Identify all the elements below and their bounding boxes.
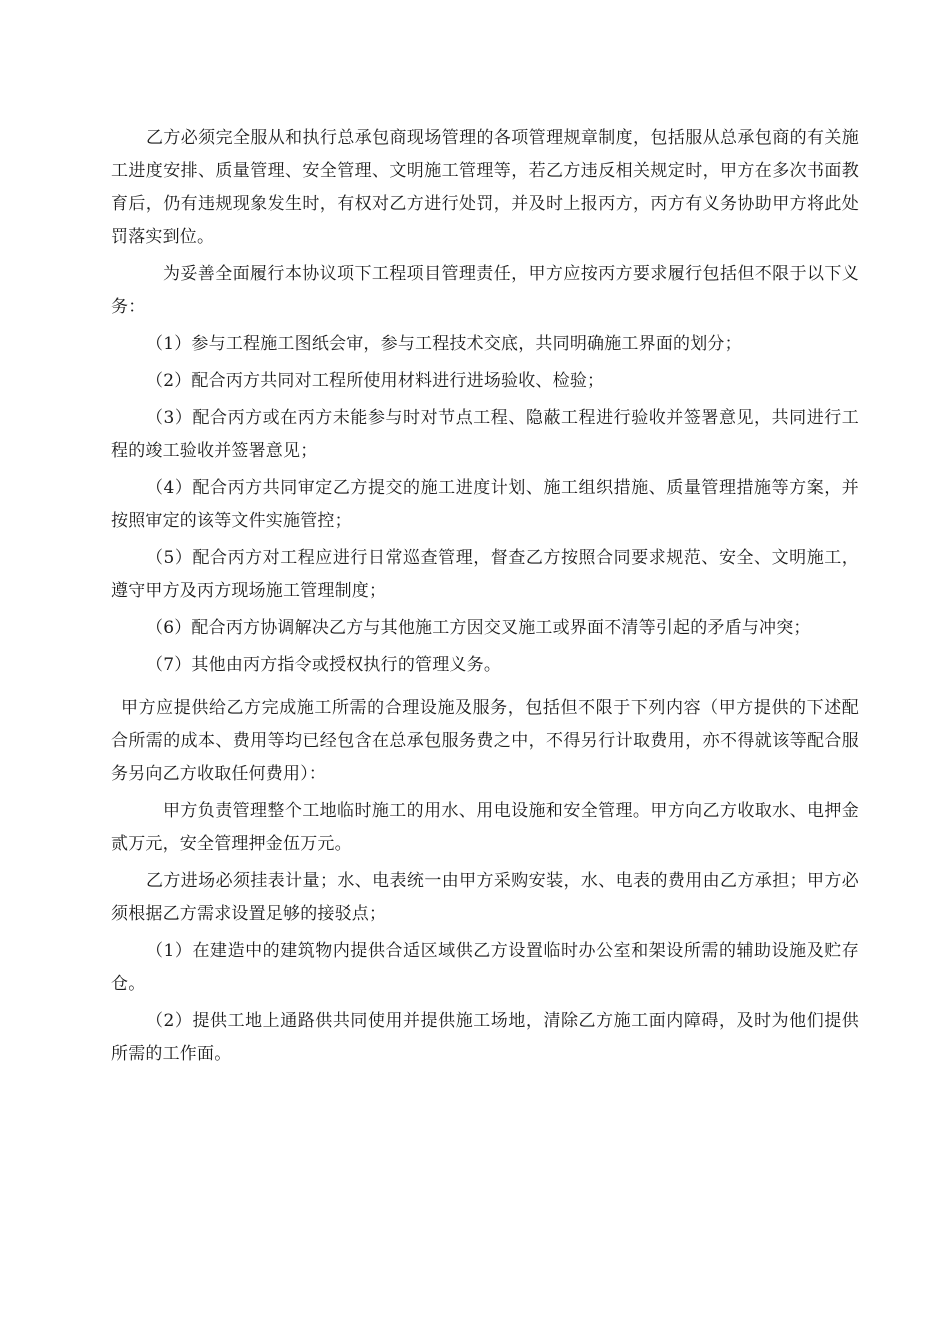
paragraph-facility-2: （2）提供工地上通路供共同使用并提供施工场地，清除乙方施工面内障碍，及时为他们提供所需的工作面。 xyxy=(111,1011,859,1064)
paragraph-obligation-3: （3）配合丙方或在丙方未能参与时对节点工程、隐蔽工程进行验收并签署意见，共同进行工程的竣工验收并签署意见； xyxy=(111,408,859,461)
paragraph-general-compliance: 乙方必须完全服从和执行总承包商现场管理的各项管理规章制度，包括服从总承包商的有关施工进度安排、质量管理、安全管理、文明施工管理等，若乙方违反相关规定时，甲方在多次书面教育后，仍有违规现象发生时，有权对乙方进行处罚，并及时上报丙方，丙方有义务协助甲方将此处罚落实到位。 xyxy=(111,128,859,247)
paragraph-obligations-intro: 为妥善全面履行本协议项下工程项目管理责任，甲方应按丙方要求履行包括但不限于以下义务： xyxy=(111,264,859,317)
paragraph-utilities-deposit: 甲方负责管理整个工地临时施工的用水、用电设施和安全管理。甲方向乙方收取水、电押金贰万元，安全管理押金伍万元。 xyxy=(111,801,859,854)
document-body xyxy=(111,122,859,1071)
paragraph-metering: 乙方进场必须挂表计量；水、电表统一由甲方采购安装，水、电表的费用由乙方承担；甲方必须根据乙方需求设置足够的接驳点； xyxy=(111,871,859,924)
paragraph-obligation-4: （4）配合丙方共同审定乙方提交的施工进度计划、施工组织措施、质量管理措施等方案，并按照审定的该等文件实施管控； xyxy=(111,478,859,531)
paragraph-obligation-7: （7）其他由丙方指令或授权执行的管理义务。 xyxy=(146,655,502,675)
paragraph-obligation-5: （5）配合丙方对工程应进行日常巡查管理，督查乙方按照合同要求规范、安全、文明施工，遵守甲方及丙方现场施工管理制度； xyxy=(111,548,859,601)
paragraph-obligation-6: （6）配合丙方协调解决乙方与其他施工方因交叉施工或界面不清等引起的矛盾与冲突； xyxy=(146,618,811,638)
paragraph-facility-1: （1）在建造中的建筑物内提供合适区域供乙方设置临时办公室和架设所需的辅助设施及贮存仓。 xyxy=(111,941,859,994)
paragraph-obligation-1: （1）参与工程施工图纸会审，参与工程技术交底，共同明确施工界面的划分； xyxy=(146,334,742,354)
paragraph-facilities-intro: 甲方应提供给乙方完成施工所需的合理设施及服务，包括但不限于下列内容（甲方提供的下述配合所需的成本、费用等均已经包含在总承包服务费之中，不得另行计取费用，亦不得就该等配合服务另向乙方收取任何费用）： xyxy=(111,698,859,784)
paragraph-obligation-2: （2）配合丙方共同对工程所使用材料进行进场验收、检验； xyxy=(146,371,605,391)
